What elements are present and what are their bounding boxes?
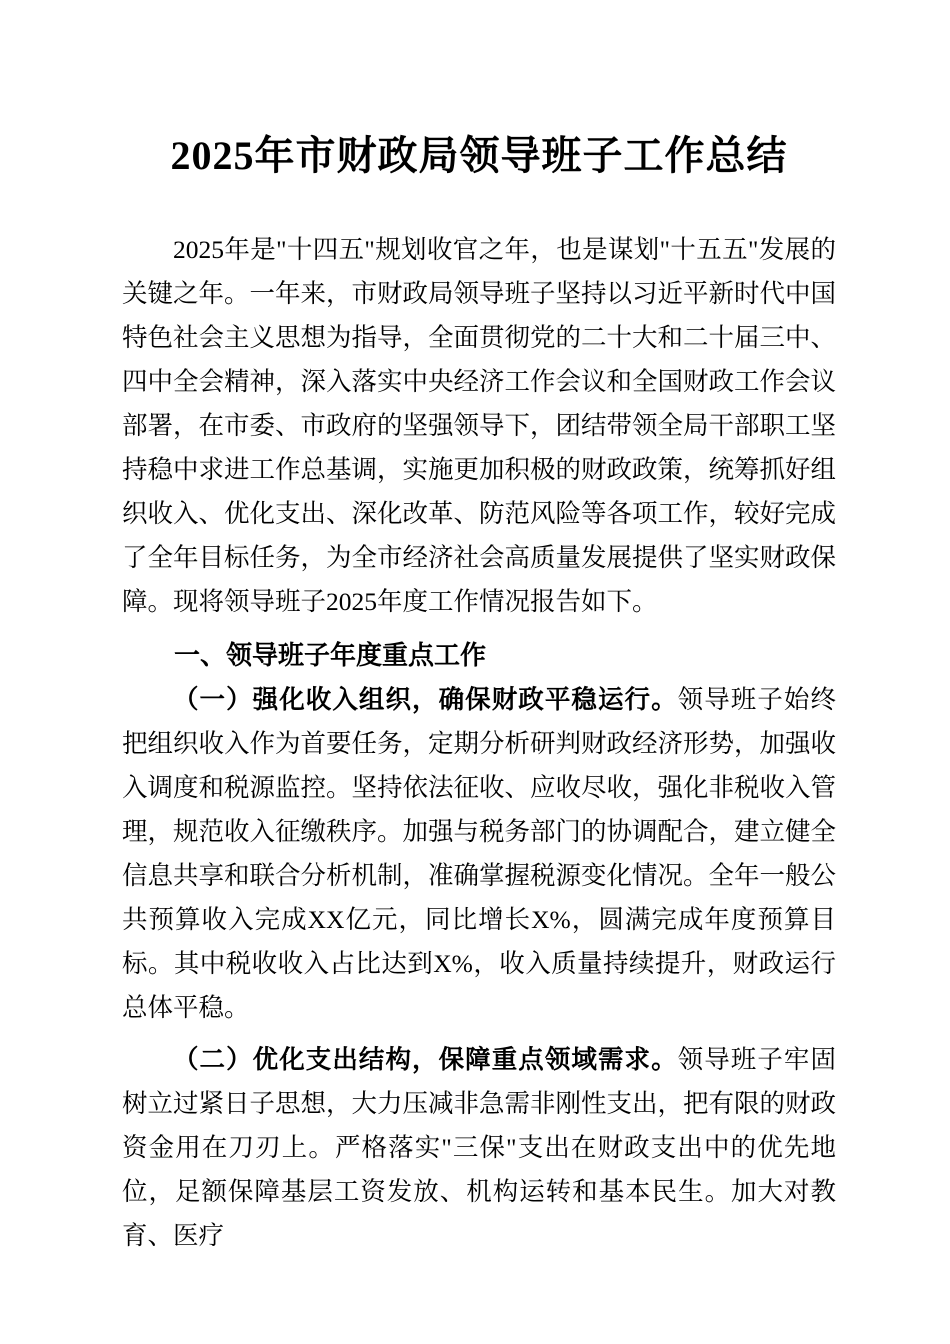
subsection-paragraph-1	[122, 678, 836, 1030]
intro-paragraph: 2025年是"十四五"规划收官之年，也是谋划"十五五"发展的关键之年。一年来，市财政局领导班子坚持以习近平新时代中国特色社会主义思想为指导，全面贯彻党的二十大和二十届三中、四中全会精神，深入落实中央经济工作会议和全国财政工作会议部署，在市委、市政府的坚强领导下，团结带领全局干部职工坚持稳中求进工作总基调，实施更加积极的财政政策，统筹抓好组织收入、优化支出、深化改革、防范风险等各项工作，较好完成了全年目标任务，为全市经济社会高质量发展提供了坚实财政保障。现将领导班子2025年度工作情况报告如下。	[122, 235, 837, 616]
subsection-1-body: 领导班子始终把组织收入作为首要任务，定期分析研判财政经济形势，加强收入调度和税源监控。坚持依法征收、应收尽收，强化非税收入管理，规范收入征缴秩序。加强与税务部门的协调配合，建立健全信息共享和联合分析机制，准确掌握税源变化情况。全年一般公共预算收入完成XX亿元，同比增长X%，圆满完成年度预算目标。其中税收收入占比达到X%，收入质量持续提升，财政运行总体平稳。	[122, 685, 837, 1022]
document-title: 2025年市财政局领导班子工作总结	[170, 133, 788, 178]
subsection-1-lead: （一）强化收入组织，确保财政平稳运行。	[173, 685, 678, 714]
subsection-2-body: 领导班子牢固树立过紧日子思想，大力压减非急需非刚性支出，把有限的财政资金用在刀刃上。严格落实"三保"支出在财政支出中的优先地位，足额保障基层工资发放、机构运转和基本民生。加大对教育、医疗	[122, 1045, 837, 1250]
subsection-2-lead: （二）优化支出结构，保障重点领域需求。	[173, 1045, 678, 1074]
subsection-paragraph-2	[122, 1038, 836, 1258]
section-heading-annual-key-work: 一、领导班子年度重点工作	[174, 641, 487, 671]
